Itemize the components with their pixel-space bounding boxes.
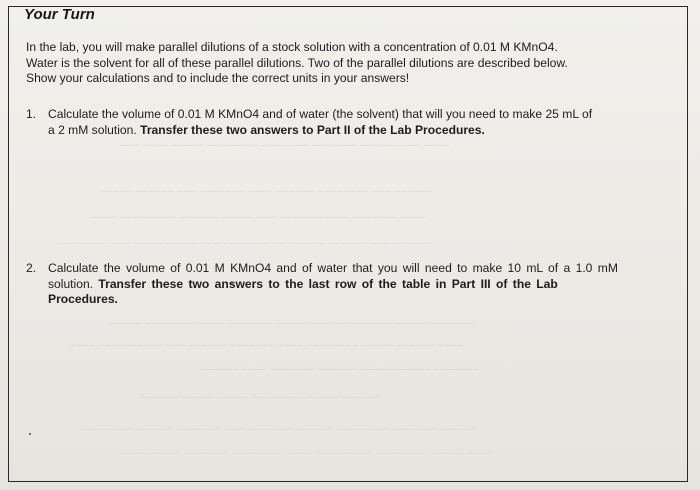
bleed-through-text: ~~~~~~ ~~~~~ ~~~~~~~~ ~~~~~ ~~~~~ ~~~~~~: [140, 392, 381, 404]
intro-line: In the lab, you will make parallel dilutions of a stock solution with a concentration of 0.01 M KMnO4.: [26, 40, 558, 54]
question-line: Calculate the volume of 0.01 M KMnO4 and of water that you will need to make 10 mL of a 1.0 mM: [48, 261, 618, 275]
bleed-through-text: ~~~~~~ ~~~ ~~~~~~~~ ~~~~~~ ~~~~ ~~~~~~~ ~~~ ~~~~~~ ~~~~~: [100, 186, 433, 198]
question-text: solution.: [48, 276, 99, 291]
question-body: [48, 261, 668, 308]
bleed-through-text: ~~~~~~ ~~~ ~~~~~~ ~~~~~~ ~~ ~~~~~~~ ~~~ ~~~~~~~~~~ ~~~ ~~~~ ~~~: [60, 238, 432, 250]
transfer-instruction: Transfer these two answers to the last row of the table in Part III of the Lab: [98, 276, 558, 291]
question-line: [48, 277, 668, 293]
transfer-instruction: Procedures.: [48, 292, 118, 306]
bleed-through-text: ~~~~ ~~~ ~~~~~~ ~~~~~~~ ~~~ ~~~~ ~~~~~~~~ ~~~~~ ~~~~ ~~~: [120, 140, 450, 152]
page-title: Your Turn: [24, 6, 95, 23]
bleed-through-text: ~~~~~~~ ~~~~~~~~~~~ ~~~~~~ ~~~~~~~ ~~~~ ~~~~~~: [200, 364, 479, 376]
bleed-through-text: ~~~~~~ ~~~~~~~ ~~~~~~~~ ~~~~~~ ~~~~~~~ ~~~ ~~~~~~~ ~~~~~~ ~~~~~~~~: [80, 424, 478, 436]
bleed-through-text: ~~~~ ~~~~~ ~~~~~~~~ ~~~~~~~~~ ~~~~ ~~~~~~~~ ~~~~~~~ ~~~~~ ~~~~: [120, 448, 492, 460]
question-text: a 2 mM solution.: [48, 122, 141, 137]
question-line: Calculate the volume of 0.01 M KMnO4 and of water (the solvent) that will you need to make 25 mL of: [48, 107, 593, 121]
bleed-through-text: ~~~~ ~~~~~~ ~~~~~ ~~~~~~~~ ~~~~ ~~~~~~~ ~~~~~~ ~~~ ~~~~~~~~~~ ~~~~: [70, 340, 464, 352]
bleed-through-text: ~~~~~~~ ~~~~~ ~~~~~~~~~ ~~~ ~~~~~ ~~~~~~~ ~~~~ ~~~~~~~~ ~~~~~: [110, 318, 475, 330]
question-number: 2.: [26, 261, 37, 275]
intro-line: Show your calculations and to include the correct units in your answers!: [26, 71, 410, 85]
question-number: 1.: [26, 107, 37, 121]
question-body: [48, 107, 668, 138]
question-line: [48, 123, 668, 139]
intro-paragraph: [26, 40, 666, 87]
pencil-dot: [29, 433, 31, 435]
bleed-through-text: ~~~~ ~~~~~~~ ~~~~~~~~~~~ ~~~ ~~~~~ ~~~~~~ ~~~~~~~~~ ~~~~: [90, 212, 427, 224]
transfer-instruction: Transfer these two answers to Part II of the Lab Procedures.: [140, 122, 485, 137]
intro-line: Water is the solvent for all of these parallel dilutions. Two of the parallel dilutions are described below.: [26, 55, 568, 70]
